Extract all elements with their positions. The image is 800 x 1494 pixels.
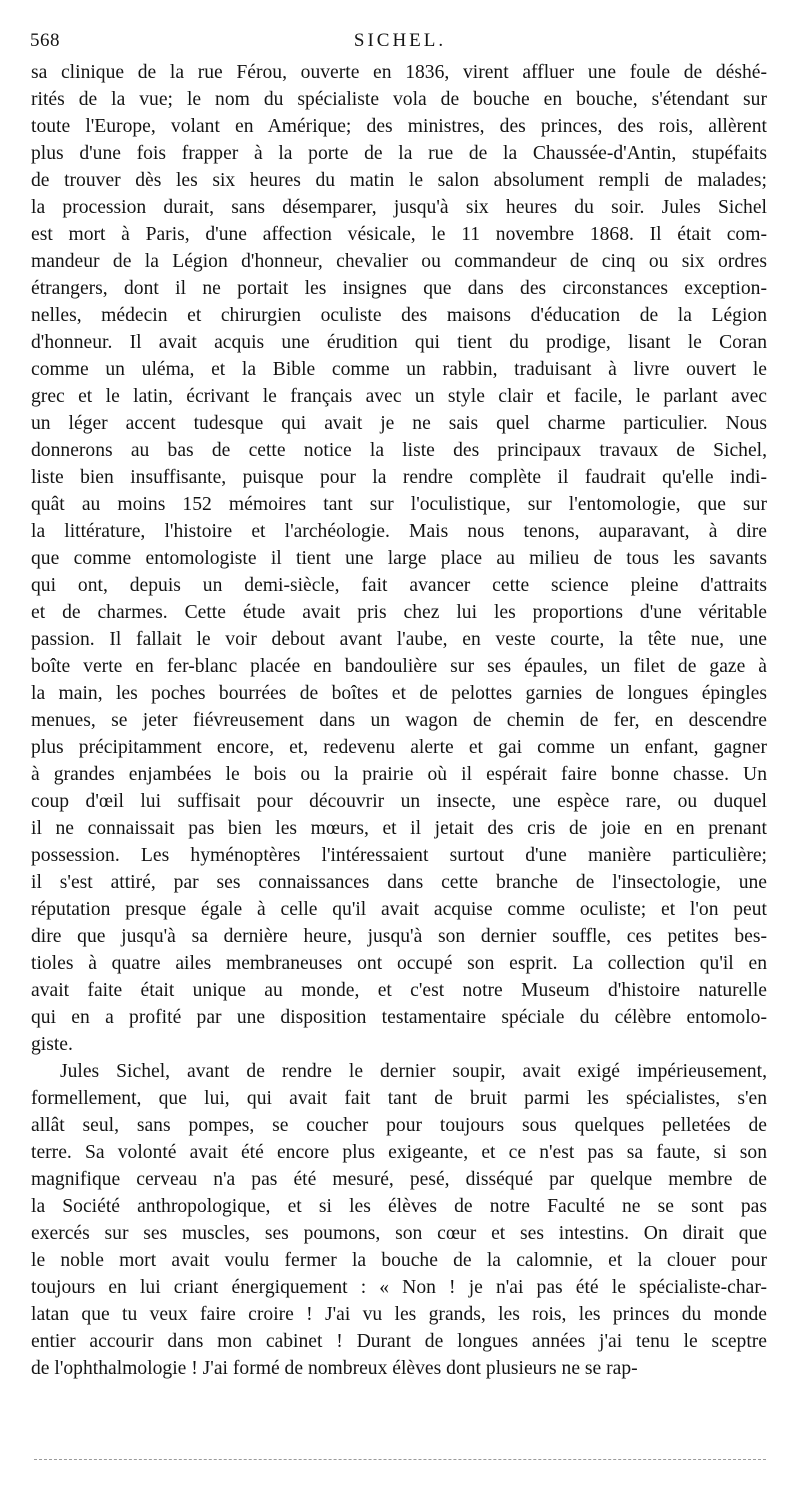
- text-line: comme un uléma, et la Bible comme un rabbin, traduisant à livre ouvert le: [31, 359, 767, 380]
- text-line: toute l'Europe, volant en Amérique; des ministres, des princes, des rois, allèrent: [31, 116, 767, 137]
- text-line: Jules Sichel, avant de rendre le dernier soupir, avait exigé impérieusement,: [60, 1061, 767, 1082]
- text-line: possession. Les hyménoptères l'intéressaient surtout d'une manière particulière;: [31, 845, 767, 866]
- text-line: étrangers, dont il ne portait les insignes que dans des circonstances exception-: [31, 278, 767, 299]
- text-line: de trouver dès les six heures du matin le salon absolument rempli de malades;: [31, 170, 767, 191]
- text-line: et de charmes. Cette étude avait pris chez lui les proportions d'une véritable: [31, 602, 767, 623]
- text-line: il ne connaissait pas bien les mœurs, et il jetait des cris de joie en en prenant: [31, 818, 767, 839]
- text-line: quât au moins 152 mémoires tant sur l'oculistique, sur l'entomologie, que sur: [31, 494, 767, 515]
- text-line: donnerons au bas de cette notice la liste des principaux travaux de Sichel,: [31, 440, 767, 461]
- text-line: un léger accent tudesque qui avait je ne sais quel charme particulier. Nous: [31, 413, 767, 434]
- text-line: allât seul, sans pompes, se coucher pour toujours sous quelques pelletées de: [31, 1115, 767, 1136]
- text-line: le noble mort avait voulu fermer la bouche de la calomnie, et la clouer pour: [31, 1250, 767, 1271]
- page-number: 568: [30, 30, 60, 51]
- text-line: dire que jusqu'à sa dernière heure, jusqu'à son dernier souffle, ces petites bes-: [31, 926, 767, 947]
- text-line: à grandes enjambées le bois ou la prairie où il espérait faire bonne chasse. Un: [31, 764, 767, 785]
- running-head: SICHEL.: [353, 30, 447, 51]
- text-line: toujours en lui criant énergiquement : « Non ! je n'ai pas été le spécialiste-char-: [31, 1277, 767, 1298]
- text-line: nelles, médecin et chirurgien oculiste des maisons d'éducation de la Légion: [31, 305, 767, 326]
- text-line: rités de la vue; le nom du spécialiste vola de bouche en bouche, s'étendant sur: [31, 89, 767, 110]
- text-line: est mort à Paris, d'une affection vésicale, le 11 novembre 1868. Il était com-: [31, 224, 767, 245]
- text-line: d'honneur. Il avait acquis une érudition qui tient du prodige, lisant le Coran: [31, 332, 767, 353]
- text-line: boîte verte en fer-blanc placée en bandoulière sur ses épaules, un filet de gaze à: [31, 656, 767, 677]
- text-line: menues, se jeter fiévreusement dans un wagon de chemin de fer, en descendre: [31, 710, 767, 731]
- text-line: coup d'œil lui suffisait pour découvrir un insecte, une espèce rare, ou duquel: [31, 791, 767, 812]
- text-line: entier accourir dans mon cabinet ! Durant de longues années j'ai tenu le sceptre: [31, 1331, 767, 1352]
- text-line: la procession durait, sans désemparer, jusqu'à six heures du soir. Jules Sichel: [31, 197, 767, 218]
- text-line: magnifique cerveau n'a pas été mesuré, pesé, disséqué par quelque membre de: [31, 1169, 767, 1190]
- text-line: liste bien insuffisante, puisque pour la rendre complète il faudrait qu'elle indi-: [31, 467, 767, 488]
- text-line: passion. Il fallait le voir debout avant l'aube, en veste courte, la tête nue, une: [31, 629, 767, 650]
- text-line: réputation presque égale à celle qu'il avait acquise comme oculiste; et l'on peut: [31, 899, 767, 920]
- text-line: latan que tu veux faire croire ! J'ai vu les grands, les rois, les princes du monde: [31, 1304, 767, 1325]
- text-line: qui ont, depuis un demi-siècle, fait avancer cette science pleine d'attraits: [31, 575, 767, 596]
- text-line: plus précipitamment encore, et, redevenu alerte et gai comme un enfant, gagner: [31, 737, 767, 758]
- text-line: giste.: [31, 1034, 73, 1055]
- text-line: formellement, que lui, qui avait fait tant de bruit parmi les spécialistes, s'en: [31, 1088, 767, 1109]
- text-line: tioles à quatre ailes membraneuses ont occupé son esprit. La collection qu'il en: [31, 953, 767, 974]
- text-line: il s'est attiré, par ses connaissances dans cette branche de l'insectologie, une: [31, 872, 767, 893]
- text-line: de l'ophthalmologie ! J'ai formé de nombreux élèves dont plusieurs ne se rap-: [31, 1358, 638, 1379]
- text-line: la main, les poches bourrées de boîtes et de pelottes garnies de longues épingles: [31, 683, 767, 704]
- body-text: [31, 59, 767, 1382]
- footer-dashed-rule: [34, 1459, 766, 1460]
- text-line: qui en a profité par une disposition testamentaire spéciale du célèbre entomolo-: [31, 1007, 767, 1028]
- text-line: que comme entomologiste il tient une large place au milieu de tous les savants: [31, 548, 767, 569]
- text-line: mandeur de la Légion d'honneur, chevalier ou commandeur de cinq ou six ordres: [31, 251, 767, 272]
- text-line: la Société anthropologique, et si les élèves de notre Faculté ne se sont pas: [31, 1196, 767, 1217]
- text-line: terre. Sa volonté avait été encore plus exigeante, et ce n'est pas sa faute, si son: [31, 1142, 767, 1163]
- text-line: plus d'une fois frapper à la porte de la rue de la Chaussée-d'Antin, stupéfaits: [31, 143, 767, 164]
- text-line: grec et le latin, écrivant le français avec un style clair et facile, le parlant avec: [31, 386, 767, 407]
- text-line: avait faite était unique au monde, et c'est notre Museum d'histoire naturelle: [31, 980, 767, 1001]
- text-line: exercés sur ses muscles, ses poumons, son cœur et ses intestins. On dirait que: [31, 1223, 767, 1244]
- text-line: sa clinique de la rue Férou, ouverte en 1836, virent affluer une foule de déshé-: [31, 62, 767, 83]
- text-line: la littérature, l'histoire et l'archéologie. Mais nous tenons, auparavant, à dire: [31, 521, 767, 542]
